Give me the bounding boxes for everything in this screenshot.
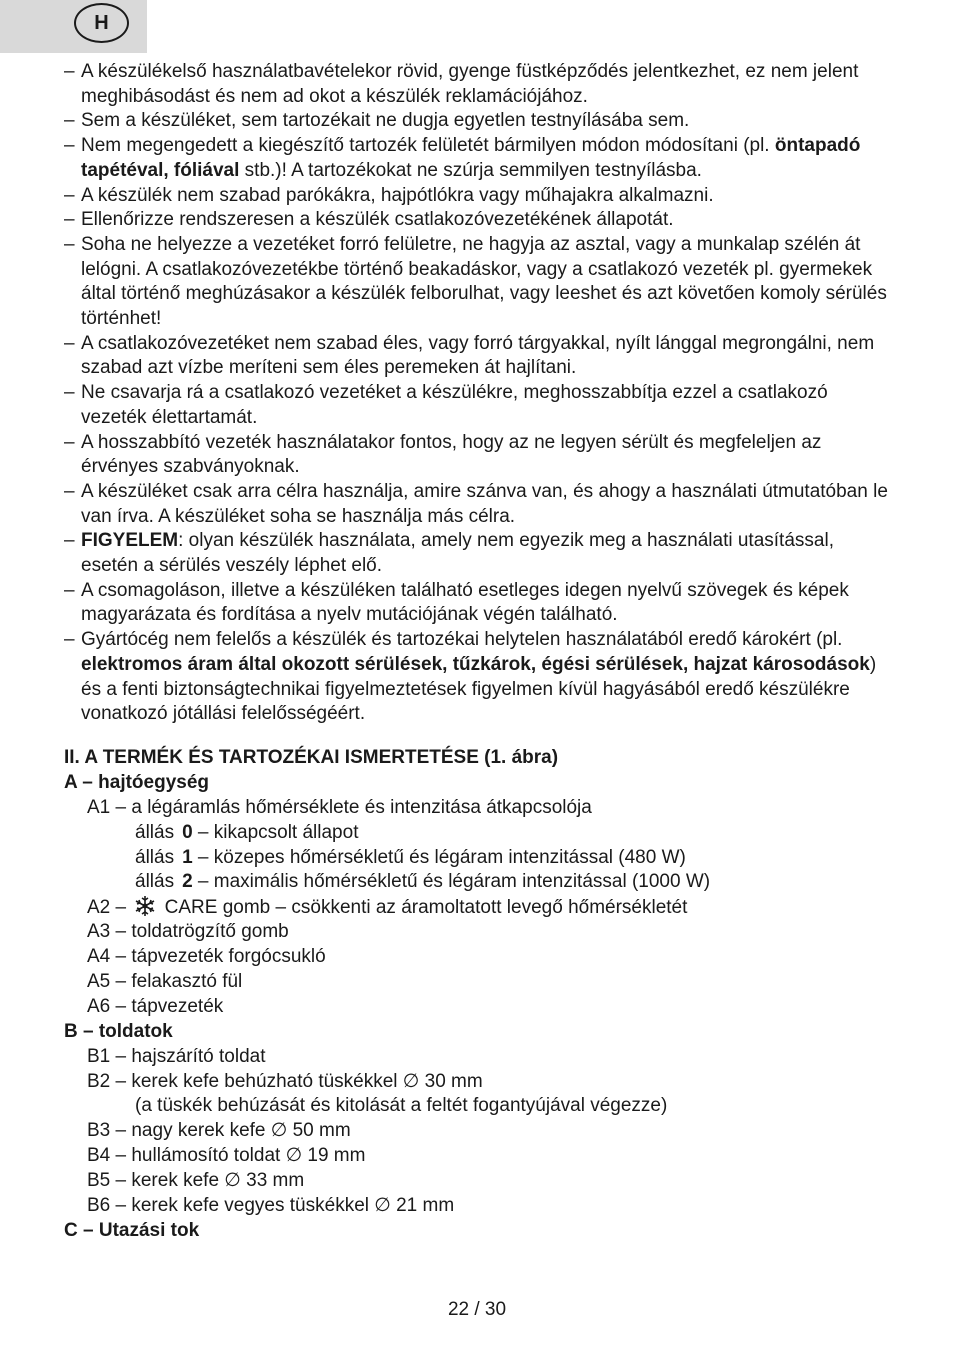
- warning-text: Ne csavarja rá a csatlakozó vezetéket a készülékre, meghosszabbítja ezzel a csatlakozó vezeték élettartamát.: [81, 382, 828, 428]
- warning-item: [64, 381, 894, 430]
- warning-item: [64, 60, 894, 109]
- position-text: – kikapcsolt állapot: [192, 821, 359, 843]
- warning-text: elektromos áram által okozott sérülések, tűzkárok, égési sérülések, hajzat károsodások: [81, 653, 870, 675]
- warning-text: Gyártócég nem felelős a készülék és tartozékai helytelen használatából eredő károkért (pl.: [81, 629, 843, 651]
- part-a4: A4 – tápvezeték forgócsukló: [87, 946, 326, 968]
- dash-bullet: –: [64, 530, 75, 552]
- dash-bullet: –: [64, 480, 75, 502]
- safety-warnings-list: [64, 60, 894, 727]
- warning-item: [64, 628, 894, 727]
- dash-bullet: –: [64, 135, 75, 157]
- warning-text: öntapadó tapétéval, fóliával: [81, 135, 861, 181]
- part-b6: B6 – kerek kefe vegyes tüskékkel ∅ 21 mm: [87, 1195, 455, 1217]
- position-number: 2: [182, 871, 193, 893]
- warning-text: Nem megengedett a kiegészítő tartozék felületét bármilyen módon módosítani (pl.: [81, 135, 775, 157]
- warning-text: : olyan készülék használata, amely nem egyezik meg a használati utasítással, esetén a sérülés veszély léphet elő.: [81, 530, 834, 577]
- warning-text: A csomagoláson, illetve a készüléken található esetleges idegen nyelvű szövegek és képek magyarázata és fordítása a nyelv mutációjának végén található.: [81, 579, 849, 626]
- warning-item: [64, 529, 894, 578]
- dash-bullet: –: [64, 209, 75, 231]
- warning-item: [64, 233, 894, 332]
- part-a1: A1 – a légáramlás hőmérséklete és intenzitása átkapcsolója: [87, 796, 592, 818]
- position-word: állás: [135, 821, 175, 843]
- dash-bullet: –: [64, 233, 75, 255]
- warning-item: [64, 480, 894, 529]
- part-a6: A6 – tápvezeték: [87, 995, 224, 1017]
- switch-position-1: [64, 846, 894, 871]
- warning-item: [64, 134, 894, 183]
- dash-bullet: –: [64, 629, 75, 651]
- part-a5: A5 – felakasztó fül: [87, 971, 243, 993]
- product-description-section: [64, 746, 894, 1244]
- warning-text: Sem a készüléket, sem tartozékait ne dugja egyetlen testnyílásába sem.: [81, 110, 690, 132]
- warning-text: A készülék nem szabad parókákra, hajpótlókra vagy műhajakra alkalmazni.: [81, 184, 714, 206]
- switch-position-0: [64, 821, 894, 846]
- language-badge: H: [74, 3, 129, 43]
- page-number: 22 / 30: [447, 1299, 507, 1320]
- part-b3: B3 – nagy kerek kefe ∅ 50 mm: [87, 1120, 351, 1142]
- dash-bullet: –: [64, 431, 75, 453]
- warning-item: [64, 184, 894, 209]
- position-word: állás: [135, 846, 175, 868]
- warning-item: [64, 332, 894, 381]
- warning-text: Soha ne helyezze a vezetéket forró felületre, ne hagyja az asztal, vagy a munkalap szélén át lelógni. A csatlakozóvezetékbe történő beakadáskor, vagy a csatlakozó vezeték pl. gyermekek által történő meghúzásakor a készülék felborulhat, vagy leeshet és azt követően komoly sérülés történhet!: [81, 233, 887, 330]
- warning-text: A csatlakozóvezetéket nem szabad éles, vagy forró tárgyakkal, nyílt lánggal megrongálni, nem szabad azt vízbe meríteni sem éles peremeken át hajlítani.: [81, 332, 875, 379]
- part-b4: B4 – hullámosító toldat ∅ 19 mm: [87, 1145, 366, 1167]
- dash-bullet: –: [64, 184, 75, 206]
- switch-position-2: [64, 870, 894, 895]
- language-tab: [0, 0, 147, 53]
- section-title: II. A TERMÉK ÉS TARTOZÉKAI ISMERTETÉSE (1. ábra): [64, 747, 559, 768]
- dash-bullet: –: [64, 110, 75, 132]
- warning-text: stb.)! A tartozékokat ne szúrja semmilyen testnyílásba.: [239, 159, 702, 181]
- position-text: – maximális hőmérsékletű és légáram intenzitással (1000 W): [192, 871, 711, 893]
- position-number: 1: [182, 846, 193, 868]
- part-a3: A3 – toldatrögzítő gomb: [87, 921, 289, 943]
- warning-item: [64, 208, 894, 233]
- group-heading-a: A – hajtóegység: [64, 771, 210, 793]
- part-b2: B2 – kerek kefe behúzható tüskékkel ∅ 30 mm: [87, 1070, 483, 1092]
- position-text: – közepes hőmérsékletű és légáram intenzitással (480 W): [192, 846, 686, 868]
- part-a2-label: A2 –: [87, 897, 132, 919]
- group-heading-b: B – toldatok: [64, 1020, 173, 1042]
- warning-text: ) és a fenti biztonságtechnikai figyelmeztetések figyelmen kívül hagyásából eredő készülékre vonatkozó jótállási felelősségéért.: [81, 653, 877, 725]
- warning-item: [64, 579, 894, 628]
- part-a2-text: CARE gomb – csökkenti az áramoltatott levegő hőmérsékletét: [159, 897, 688, 919]
- warning-item: [64, 431, 894, 480]
- part-b2-note: (a tüskék behúzását és kitolását a feltét fogantyújával végezze): [135, 1095, 668, 1117]
- part-b5: B5 – kerek kefe ∅ 33 mm: [87, 1170, 305, 1192]
- warning-text: A készülékelső használatbavételekor rövid, gyenge füstképződés jelentkezhet, ez nem jelent meghibásodást és nem ad okot a készülék reklamációjához.: [81, 61, 859, 107]
- group-heading-c: C – Utazási tok: [64, 1219, 200, 1241]
- dash-bullet: –: [64, 332, 75, 354]
- position-number: 0: [182, 821, 193, 843]
- warning-item: [64, 109, 894, 134]
- warning-text: FIGYELEM: [81, 530, 179, 552]
- warning-text: A hosszabbító vezeték használatakor fontos, hogy az ne legyen sérült és megfeleljen az érvényes szabványoknak.: [81, 431, 822, 478]
- dash-bullet: –: [64, 579, 75, 601]
- dash-bullet: –: [64, 382, 75, 404]
- position-word: állás: [135, 871, 175, 893]
- warning-text: A készüléket csak arra célra használja, amire szánva van, és ahogy a használati útmutatóban le van írva. A készüléket soha se használja más célra.: [81, 480, 888, 527]
- dash-bullet: –: [64, 61, 75, 82]
- part-a2: [64, 895, 894, 920]
- part-b1: B1 – hajszárító toldat: [87, 1045, 266, 1067]
- warning-text: Ellenőrizze rendszeresen a készülék csatlakozóvezetékének állapotát.: [81, 209, 674, 231]
